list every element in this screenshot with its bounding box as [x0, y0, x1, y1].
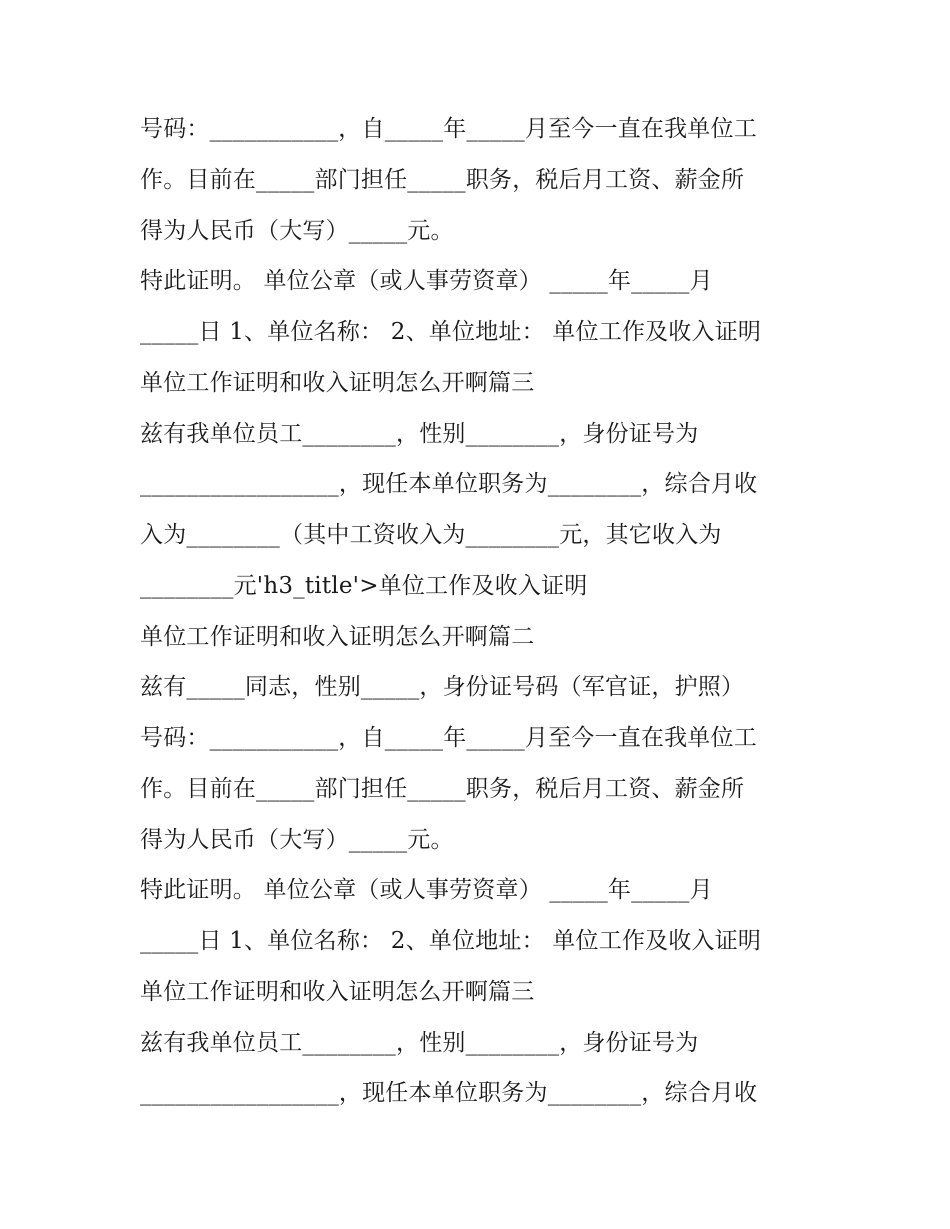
- text-line: 得为人民币（大写）_____元。: [140, 827, 454, 853]
- text-line: _____日 1、单位名称： 2、单位地址： 单位工作及收入证明: [140, 319, 762, 345]
- text-line: 入为________（其中工资收入为________元，其它收入为: [140, 522, 722, 548]
- text-line: ________元'h3_title'>单位工作及收入证明: [140, 573, 588, 599]
- text-line: 号码：___________，自_____年_____月至今一直在我单位工: [140, 116, 757, 142]
- text-line: 特此证明。 单位公章（或人事劳资章） _____年_____月: [140, 268, 713, 294]
- text-line: _________________，现任本单位职务为________，综合月收: [140, 1080, 758, 1106]
- text-line: 作。目前在_____部门担任_____职务，税后月工资、薪金所: [140, 167, 745, 193]
- text-line: 作。目前在_____部门担任_____职务，税后月工资、薪金所: [140, 776, 745, 802]
- text-line: 特此证明。 单位公章（或人事劳资章） _____年_____月: [140, 877, 713, 903]
- text-line: 兹有_____同志，性别_____，身份证号码（军官证，护照）: [140, 674, 745, 700]
- text-line: _________________，现任本单位职务为________，综合月收: [140, 471, 758, 497]
- text-line: _____日 1、单位名称： 2、单位地址： 单位工作及收入证明: [140, 928, 762, 954]
- section-heading: 单位工作证明和收入证明怎么开啊篇二: [140, 624, 535, 650]
- text-line: 兹有我单位员工________，性别________，身份证号为: [140, 421, 699, 447]
- text-line: 号码：___________，自_____年_____月至今一直在我单位工: [140, 725, 757, 751]
- text-line: 得为人民币（大写）_____元。: [140, 218, 454, 244]
- section-heading: 单位工作证明和收入证明怎么开啊篇三: [140, 370, 535, 396]
- text-line: 兹有我单位员工________，性别________，身份证号为: [140, 1030, 699, 1056]
- section-heading: 单位工作证明和收入证明怎么开啊篇三: [140, 979, 535, 1005]
